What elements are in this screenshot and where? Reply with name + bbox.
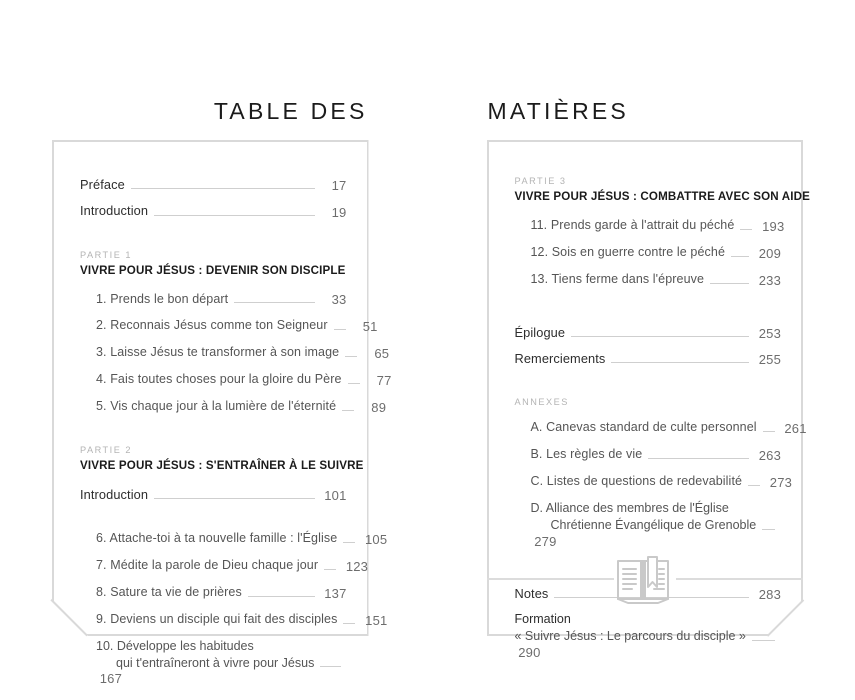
toc-entry-chapter-1[interactable] (80, 291, 347, 308)
toc-entry-page: 51 (362, 319, 378, 335)
part-kicker: PARTIE 1 (80, 249, 132, 260)
toc-entry-label-block (96, 638, 314, 672)
toc-entry-label: 8. Sature ta vie de prières (96, 584, 242, 599)
toc-entry-page: 19 (331, 204, 347, 220)
toc-entry-label-line1: Formation (514, 611, 571, 626)
toc-entry-chapter-10[interactable] (80, 638, 347, 687)
toc-entry-label: Introduction (80, 486, 149, 502)
open-book-icon (614, 552, 676, 606)
leader-rule (154, 215, 314, 216)
toc-entry-label: Épilogue (514, 324, 566, 340)
part-kicker: PARTIE 2 (80, 444, 132, 455)
toc-entry-label: 1. Prends le bon départ (96, 291, 229, 306)
section-kicker-annexes: ANNEXES (514, 397, 569, 408)
leader-rule (234, 302, 314, 303)
toc-entry-page: 123 (345, 558, 369, 574)
toc-entry-annexe-c[interactable] (515, 473, 793, 490)
toc-entry-label: 4. Fais toutes choses pour la gloire du Père (96, 372, 342, 387)
toc-entry-page: 233 (758, 272, 781, 288)
ornament-rule-right (676, 578, 803, 580)
toc-entry-introduction[interactable] (80, 202, 347, 219)
right-page (428, 0, 855, 700)
toc-entry-label: Remerciements (514, 350, 606, 366)
toc-entry-label: 2. Reconnais Jésus comme ton Seigneur (96, 318, 328, 333)
toc-entry-page: 167 (99, 671, 122, 687)
toc-entry-part2-introduction[interactable] (80, 486, 347, 503)
toc-entry-page: 89 (371, 399, 387, 415)
toc-entry-page: 65 (374, 346, 390, 362)
leader-rule (731, 256, 749, 257)
spacer (80, 512, 347, 530)
leader-rule (348, 383, 360, 384)
toc-entry-label: 3. Laisse Jésus te transformer à son image (96, 345, 340, 360)
leader-rule (334, 329, 346, 330)
page-title-matieres: MATIÈRES (487, 98, 629, 124)
toc-entry-chapter-12[interactable] (515, 244, 782, 261)
toc-entry-label: Préface (80, 177, 125, 192)
leader-rule (648, 458, 749, 459)
ornament-rule-left (487, 578, 614, 580)
toc-entry-page: 137 (324, 585, 347, 601)
part-title: VIVRE POUR JÉSUS : COMBATTRE AVEC SON AIDE (514, 190, 811, 203)
toc-entry-label: 9. Deviens un disciple qui fait des disciples (96, 611, 338, 626)
toc-entry-page: 263 (758, 447, 781, 463)
part-title: VIVRE POUR JÉSUS : DEVENIR SON DISCIPLE (80, 263, 346, 277)
toc-entry-preface[interactable] (80, 176, 347, 193)
toc-entry-label: A. Canevas standard de culte personnel (530, 420, 757, 435)
toc-entry-page: 77 (376, 373, 392, 389)
toc-entry-page: 253 (758, 325, 781, 341)
toc-entry-page: 33 (331, 292, 347, 308)
leader-rule (752, 640, 775, 641)
toc-entry-chapter-5[interactable] (80, 398, 387, 415)
leader-rule (763, 431, 775, 432)
toc-entry-label-line2: « Suivre Jésus : Le parcours du disciple » (514, 628, 746, 643)
toc-entry-page: 283 (758, 586, 781, 602)
toc-entry-chapter-8[interactable] (80, 584, 347, 601)
leader-rule (611, 362, 749, 363)
ornament-row (487, 552, 804, 606)
toc-entry-page: 193 (762, 218, 785, 234)
leader-rule (748, 485, 760, 486)
toc-entry-chapter-11[interactable] (515, 217, 785, 234)
toc-entry-page: 279 (534, 533, 557, 549)
leader-rule (762, 529, 775, 530)
toc-entry-label-line2: Chrétienne Évangélique de Grenoble (550, 517, 757, 532)
toc-entry-label-line1: D. Alliance des membres de l'Église (530, 500, 729, 515)
leader-rule (343, 623, 355, 624)
toc-entry-label-block (531, 500, 757, 534)
toc-entry-formation[interactable] (515, 611, 782, 660)
left-page-content (52, 140, 392, 687)
toc-entry-label: Notes (514, 585, 549, 601)
toc-entry-label-block (515, 611, 746, 645)
toc-entry-page: 17 (331, 178, 347, 194)
part-kicker: PARTIE 3 (514, 176, 567, 186)
leader-rule (320, 666, 340, 667)
leader-rule (740, 229, 752, 230)
toc-entry-label: 6. Attache-toi à ta nouvelle famille : l'Église (96, 531, 338, 546)
toc-entry-chapter-2[interactable] (80, 317, 378, 335)
toc-entry-label-line1: 10. Développe les habitudes (96, 638, 254, 653)
leader-rule (345, 356, 357, 357)
toc-entry-page: 151 (365, 612, 388, 628)
toc-entry-chapter-9[interactable] (80, 611, 388, 628)
toc-entry-label: 5. Vis chaque jour à la lumière de l'éternité (96, 399, 337, 414)
toc-entry-chapter-6[interactable] (80, 530, 388, 548)
toc-entry-annexe-b[interactable] (515, 446, 782, 463)
part-heading-1 (80, 250, 347, 277)
toc-entry-label: 12. Sois en guerre contre le péché (530, 244, 725, 259)
leader-rule (324, 569, 336, 570)
toc-entry-label-line2: qui t'entraîneront à vivre pour Jésus (116, 655, 315, 670)
page-title-table-des: TABLE DES (213, 98, 368, 124)
toc-entry-page: 261 (784, 421, 807, 437)
right-page-content (487, 140, 811, 660)
toc-entry-chapter-3[interactable] (80, 344, 390, 362)
toc-entry-label: 11. Prends garde à l'attrait du péché (530, 218, 735, 232)
toc-entry-chapter-13[interactable] (515, 271, 782, 288)
toc-entry-annexe-a[interactable] (515, 419, 807, 437)
toc-entry-label: B. Les règles de vie (530, 447, 643, 462)
toc-entry-label: 13. Tiens ferme dans l'épreuve (530, 271, 705, 286)
toc-left-column (80, 176, 392, 696)
toc-entry-annexe-d[interactable] (515, 500, 782, 549)
leader-rule (571, 336, 749, 337)
toc-entry-label: 7. Médite la parole de Dieu chaque jour (96, 558, 319, 573)
spacer (515, 298, 782, 324)
part-title: VIVRE POUR JÉSUS : S'ENTRAÎNER À LE SUIVRE (80, 458, 364, 472)
toc-entry-page: 209 (758, 245, 781, 261)
leader-rule (248, 596, 315, 597)
toc-entry-page: 101 (324, 488, 347, 504)
toc-entry-chapter-4[interactable] (80, 371, 392, 389)
toc-entry-page: 290 (518, 644, 541, 660)
toc-entry-chapter-7[interactable] (80, 557, 369, 574)
leader-rule (131, 188, 315, 189)
leader-rule (710, 283, 749, 284)
leader-rule (343, 542, 355, 543)
toc-entry-remerciements[interactable] (515, 350, 782, 367)
toc-entry-label: C. Listes de questions de redevabilité (530, 473, 743, 488)
toc-entry-page: 273 (769, 474, 793, 490)
leader-rule (342, 410, 354, 411)
toc-entry-page: 105 (364, 532, 388, 548)
toc-entry-epilogue[interactable] (515, 324, 782, 341)
part-heading-3 (514, 176, 811, 203)
toc-entry-page: 255 (758, 352, 781, 368)
leader-rule (154, 498, 314, 499)
toc-entry-label: Introduction (80, 203, 149, 219)
part-heading-2 (80, 444, 364, 472)
